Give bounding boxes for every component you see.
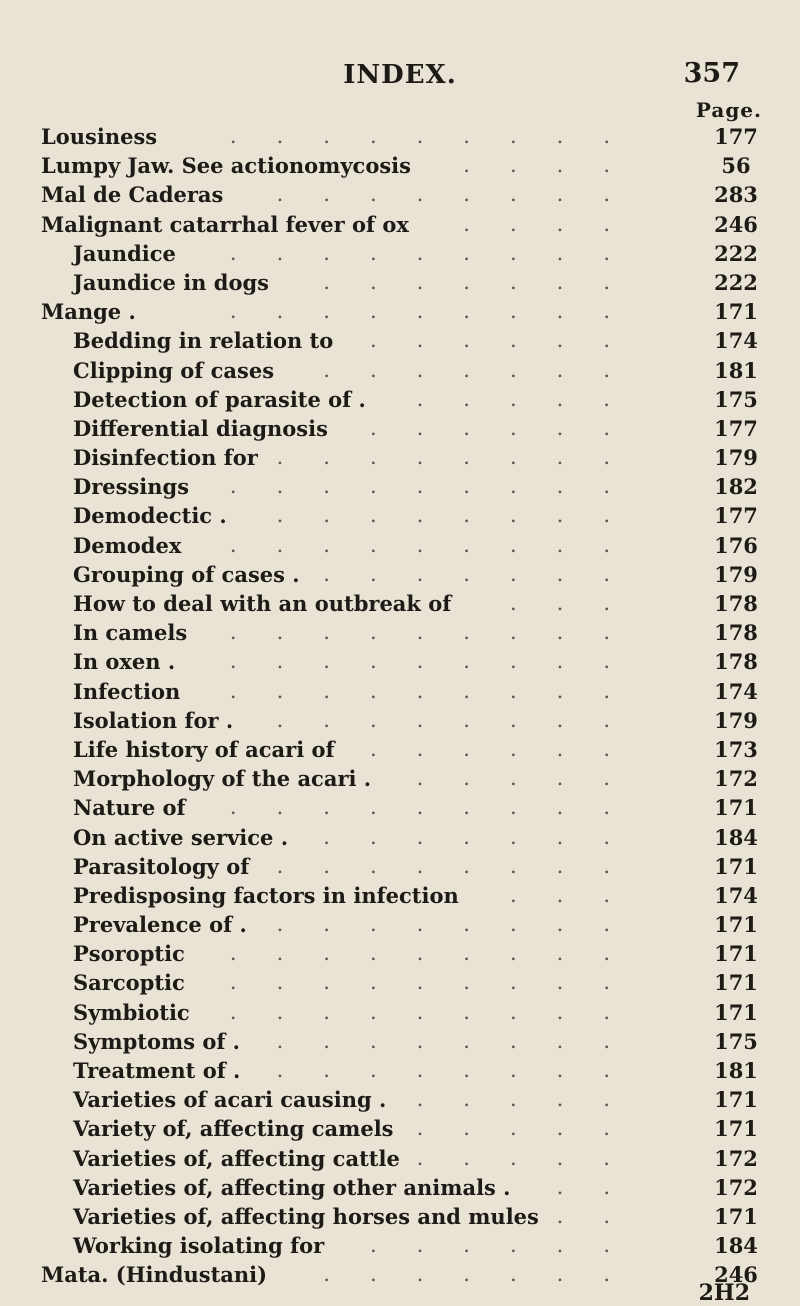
index-page-ref: 179 (714, 707, 758, 733)
index-page-ref: 222 (714, 269, 758, 295)
index-term: In oxen . (73, 649, 176, 675)
dot-leader: ......... (229, 795, 650, 820)
dot-leader: ........ (276, 182, 650, 207)
index-page-ref: 178 (714, 591, 758, 616)
dot-leader: ......... (229, 649, 650, 674)
dot-leader: ..... (416, 1087, 650, 1112)
index-page-ref: 56 (721, 153, 751, 179)
index-page-ref: 171 (714, 1087, 758, 1113)
page-column-label: Page. (695, 98, 762, 122)
index-entry (0, 968, 800, 997)
index-page-ref: 174 (714, 328, 758, 354)
index-term: Mata. (Hindustani) (41, 1262, 268, 1288)
dot-leader: ........ (276, 912, 650, 937)
index-term: On active service . (73, 824, 289, 850)
index-entry (0, 443, 800, 472)
index-entry (0, 414, 800, 443)
index-entry (0, 647, 800, 676)
index-entry (0, 1231, 800, 1260)
index-term: Infection (73, 678, 181, 704)
index-entry (0, 180, 800, 209)
dot-leader: ...... (369, 1233, 650, 1258)
index-page-ref: 174 (714, 882, 758, 908)
dot-leader: ...... (369, 415, 650, 440)
index-entry (0, 677, 800, 706)
dot-leader: ........ (276, 707, 650, 732)
index-page-ref: 173 (714, 736, 758, 762)
dot-leader: ..... (416, 1145, 650, 1170)
index-page-ref: 246 (714, 1262, 758, 1288)
printer-signature: 2H2 (698, 1280, 750, 1306)
index-term: Malignant catarrhal fever of ox (41, 211, 409, 237)
index-page-ref: 178 (714, 649, 758, 675)
index-term: Lousiness (41, 124, 158, 149)
index-term: Varieties of, affecting other animals . (73, 1174, 511, 1200)
index-page-ref: 171 (714, 999, 758, 1025)
index-page-ref: 171 (714, 970, 758, 996)
index-term: Varieties of, affecting cattle (73, 1145, 400, 1171)
dot-leader: ... (509, 882, 650, 907)
dot-leader: ........ (276, 1058, 650, 1082)
index-entries (0, 122, 800, 1290)
index-page-ref: 182 (714, 474, 758, 500)
index-page-ref: 177 (714, 124, 758, 149)
index-page-ref: 172 (714, 1145, 758, 1171)
dot-leader: ........ (276, 853, 650, 878)
index-term: Predisposing factors in infection (73, 882, 459, 908)
index-page-ref: 222 (714, 240, 758, 266)
dot-leader: ....... (323, 269, 650, 294)
dot-leader: ......... (229, 999, 650, 1024)
dot-leader: .... (463, 211, 650, 236)
index-entry (0, 1202, 800, 1231)
index-entry (0, 268, 800, 297)
index-entry (0, 151, 800, 180)
index-term: Varieties of acari causing . (73, 1087, 387, 1113)
dot-leader: ..... (416, 1116, 650, 1141)
dot-leader: ... (509, 591, 650, 615)
index-term: Differential diagnosis (73, 415, 328, 441)
index-entry (0, 793, 800, 822)
index-page-ref: 177 (714, 503, 758, 529)
index-entry (0, 1056, 800, 1085)
running-title: INDEX. (343, 60, 457, 90)
index-entry (0, 910, 800, 939)
index-page-ref: 171 (714, 941, 758, 967)
dot-leader: ......... (229, 620, 650, 645)
index-term: Parasitology of (73, 853, 250, 879)
index-page-ref: 177 (714, 415, 758, 441)
dot-leader: ...... (369, 736, 650, 761)
index-term: Mange . (41, 299, 136, 325)
index-entry (0, 531, 800, 560)
index-term: Psoroptic (73, 941, 185, 967)
index-page-ref: 171 (714, 1203, 758, 1229)
index-entry (0, 1173, 800, 1202)
dot-leader: .. (556, 1174, 650, 1199)
index-page-ref: 174 (714, 678, 758, 704)
index-entry (0, 385, 800, 414)
index-page-ref: 171 (714, 795, 758, 821)
index-entry (0, 1144, 800, 1173)
index-term: Working isolating for (73, 1233, 325, 1259)
index-term: Demodectic . (73, 503, 227, 529)
index-entry (0, 560, 800, 589)
index-term: Nature of (73, 795, 186, 821)
index-entry (0, 618, 800, 647)
dot-leader: ......... (229, 941, 650, 966)
index-page-ref: 175 (714, 386, 758, 412)
index-page-ref: 181 (714, 1058, 758, 1083)
index-page-ref: 175 (714, 1028, 758, 1054)
dot-leader: ....... (323, 824, 650, 849)
index-term: Detection of parasite of . (73, 386, 366, 412)
index-term: Lumpy Jaw. See actionomycosis (41, 153, 411, 179)
index-entry (0, 326, 800, 355)
index-term: Bedding in relation to (73, 328, 334, 354)
index-entry (0, 239, 800, 268)
index-entry (0, 1260, 800, 1289)
index-page-ref: 179 (714, 561, 758, 587)
index-term: Variety of, affecting camels (73, 1116, 394, 1142)
index-term: Sarcoptic (73, 970, 185, 996)
dot-leader: ......... (229, 474, 650, 499)
index-entry (0, 706, 800, 735)
dot-leader: ......... (229, 678, 650, 703)
index-term: How to deal with an outbreak of (73, 591, 452, 616)
index-term: Treatment of . (73, 1058, 241, 1083)
index-page-ref: 171 (714, 1116, 758, 1142)
index-page-ref: 172 (714, 1174, 758, 1200)
index-term: Prevalence of . (73, 912, 247, 938)
dot-leader: ......... (229, 532, 650, 557)
dot-leader: ......... (229, 970, 650, 995)
dot-leader: ..... (416, 386, 650, 411)
dot-leader: ......... (229, 240, 650, 265)
dot-leader: ........ (276, 503, 650, 528)
index-entry (0, 1114, 800, 1143)
index-entry (0, 472, 800, 501)
index-entry (0, 501, 800, 530)
dot-leader: ......... (229, 124, 650, 148)
index-page-ref: 184 (714, 824, 758, 850)
index-page-ref: 181 (714, 357, 758, 383)
dot-leader: ..... (416, 766, 650, 791)
index-term: Grouping of cases . (73, 561, 300, 587)
index-page-ref: 171 (714, 912, 758, 938)
index-page-ref: 179 (714, 445, 758, 471)
dot-leader: ....... (323, 357, 650, 382)
dot-leader: ......... (229, 299, 650, 324)
index-page-ref: 178 (714, 620, 758, 646)
index-term: Varieties of, affecting horses and mules (73, 1203, 539, 1229)
index-term: Symbiotic (73, 999, 190, 1025)
index-page-ref: 172 (714, 766, 758, 792)
index-term: Dressings (73, 474, 190, 500)
index-entry (0, 1085, 800, 1114)
index-term: In camels (73, 620, 188, 646)
dot-leader: ....... (323, 1262, 650, 1287)
index-page-ref: 246 (714, 211, 758, 237)
index-entry (0, 764, 800, 793)
index-term: Jaundice in dogs (73, 269, 269, 295)
dot-leader: .... (463, 153, 650, 178)
dot-leader: ....... (323, 561, 650, 586)
index-term: Morphology of the acari . (73, 766, 372, 792)
index-term: Disinfection for (73, 445, 258, 471)
index-term: Jaundice (73, 240, 176, 266)
page-number: 357 (683, 58, 740, 89)
dot-leader: ...... (369, 328, 650, 353)
index-entry (0, 998, 800, 1027)
index-term: Isolation for . (73, 707, 234, 733)
index-entry (0, 823, 800, 852)
index-term: Life history of acari of (73, 736, 335, 762)
dot-leader: ........ (276, 1028, 650, 1053)
index-term: Symptoms of . (73, 1028, 240, 1054)
index-entry (0, 122, 800, 151)
dot-leader: ........ (276, 445, 650, 470)
index-page-ref: 283 (714, 182, 758, 208)
index-entry (0, 356, 800, 385)
index-term: Clipping of cases (73, 357, 275, 383)
index-term: Demodex (73, 532, 182, 558)
index-entry (0, 881, 800, 910)
index-entry (0, 939, 800, 968)
index-entry (0, 210, 800, 239)
index-page-ref: 171 (714, 299, 758, 325)
index-page-ref: 171 (714, 853, 758, 879)
dot-leader: .. (556, 1203, 650, 1228)
index-entry (0, 589, 800, 618)
index-entry (0, 852, 800, 881)
index-entry (0, 1027, 800, 1056)
index-term: Mal de Caderas (41, 182, 224, 208)
index-entry (0, 735, 800, 764)
index-page-ref: 184 (714, 1233, 758, 1259)
index-entry (0, 297, 800, 326)
index-page-ref: 176 (714, 532, 758, 558)
